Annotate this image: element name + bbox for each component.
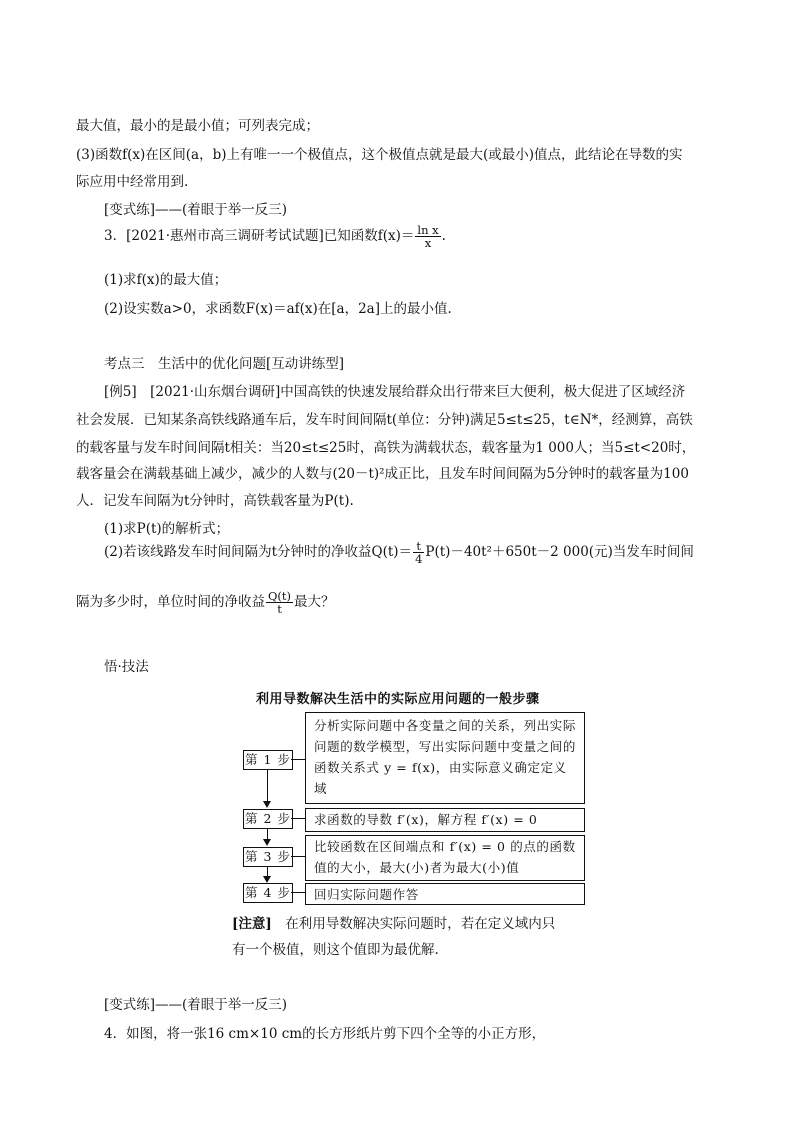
flowchart-step-4-label: 第 4 步 — [243, 883, 293, 903]
text-line: 际应用中经常用到. — [76, 174, 189, 190]
example-5-line: 载客量会在满载基础上减少，减少的人数与(20－t)²成正比，且发车时间间隔为5分钟时的载客量为100 — [76, 466, 689, 482]
fraction-denominator: x — [424, 236, 432, 251]
arrow-down-icon — [263, 876, 271, 883]
flowchart-step-4-description — [305, 883, 585, 905]
example-5-line: 人．记发车间隔为t分钟时，高铁载客量为P(t). — [76, 493, 354, 509]
step-2-text: 求函数的导数 f′(x)，解方程 f′(x) = 0 — [314, 812, 538, 827]
step-1-text: 分析实际问题中各变量之间的关系，列出实际问题的数学模型，写出实际问题中变量之间的函数关系式 y = f(x)，由实际意义确定定义域 — [314, 718, 577, 796]
arrow-line — [267, 867, 268, 876]
step-3-text: 比较函数在区间端点和 f′(x) = 0 的点的函数值的大小，最大(小)者为最大(小)值 — [314, 839, 576, 875]
step-4-text: 回归实际问题作答 — [314, 887, 419, 902]
connector — [291, 759, 305, 760]
part-2-text: 隔为多少时，单位时间的净收益 — [76, 594, 265, 611]
arrow-line — [267, 829, 268, 839]
flowchart-step-1-label: 第 1 步 — [243, 750, 293, 770]
connector — [291, 892, 305, 893]
fraction-numerator: t — [413, 540, 424, 553]
example-5-part-1: (1)求P(t)的解析式； — [104, 521, 230, 537]
connector — [291, 856, 305, 857]
example-5-line: 的载客量与发车时间间隔t相关：当20≤t≤25时，高铁为满载状态，载客量为1 000人；当5≤t<20时， — [76, 440, 696, 456]
example-5-part-2-line-2 — [76, 590, 335, 615]
fraction-q-over-t — [266, 590, 293, 615]
flowchart-step-1-description — [305, 712, 585, 804]
arrow-down-icon — [263, 839, 271, 846]
example-5-line: 社会发展．已知某条高铁线路通车后，发车时间间隔t(单位：分钟)满足5≤t≤25，t∈N*，经测算，高铁 — [76, 412, 693, 428]
fraction-numerator: ln x — [417, 223, 439, 237]
part-2-text: (2)若该线路发车时间间隔为t分钟时的净收益Q(t)＝ — [104, 544, 413, 561]
technique-heading: 悟·技法 — [104, 659, 149, 675]
text-line: 最大值，最小的是最小值；可列表完成； — [76, 118, 319, 134]
fraction-denominator: t — [277, 602, 282, 617]
arrow-line — [267, 770, 268, 801]
flowchart-title: 利用导数解决生活中的实际应用问题的一般步骤 — [256, 692, 540, 707]
flowchart-step-3-description — [305, 835, 585, 881]
example-5-line: [例5] [2021·山东烟台调研]中国高铁的快速发展给群众出行带来巨大便利，极大促进了区域经济 — [104, 384, 686, 400]
note-tag: [注意] — [232, 916, 272, 932]
example-5-part-2 — [104, 540, 694, 565]
fraction-t-over-4 — [413, 540, 424, 565]
part-2-text: 最大？ — [294, 594, 335, 611]
variant-practice-heading: [变式练]——(着眼于举一反三) — [104, 202, 288, 218]
connector — [291, 818, 305, 819]
fraction-denominator: 4 — [415, 552, 423, 567]
flowchart-note-line-2: 有一个极值，则这个值即为最优解. — [232, 942, 439, 958]
arrow-down-icon — [263, 801, 271, 808]
variant-practice-heading: [变式练]——(着眼于举一反三) — [104, 997, 288, 1013]
fraction-numerator: Q(t) — [268, 589, 292, 603]
fraction-lnx-over-x — [415, 224, 440, 249]
flowchart-step-3-label: 第 3 步 — [243, 847, 293, 867]
flowchart-note — [232, 912, 555, 932]
question-3 — [104, 224, 446, 249]
flowchart-step-2-label: 第 2 步 — [243, 809, 293, 829]
question-3-text: 3．[2021·惠州市高三调研考试试题]已知函数f(x)＝ — [104, 228, 415, 245]
note-text: 在利用导数解决实际问题时，若在定义域内只 — [285, 916, 556, 932]
question-4: 4．如图，将一张16 cm×10 cm的长方形纸片剪下四个全等的小正方形， — [104, 1026, 546, 1042]
question-3-part-1: (1)求f(x)的最大值； — [104, 272, 228, 288]
part-2-text: P(t)－40t²＋650t－2 000(元)当发车时间间 — [425, 544, 694, 561]
question-3-suffix: . — [441, 228, 446, 245]
flowchart-step-2-description — [305, 808, 585, 832]
text-line: (3)函数f(x)在区间(a，b)上有唯一一个极值点，这个极值点就是最大(或最小)值点，此结论在导数的实 — [76, 147, 683, 163]
question-3-part-2: (2)设实数a>0，求函数F(x)＝af(x)在[a，2a]上的最小值. — [104, 301, 452, 317]
section-heading: 考点三 生活中的优化问题[互动讲练型] — [104, 356, 345, 372]
